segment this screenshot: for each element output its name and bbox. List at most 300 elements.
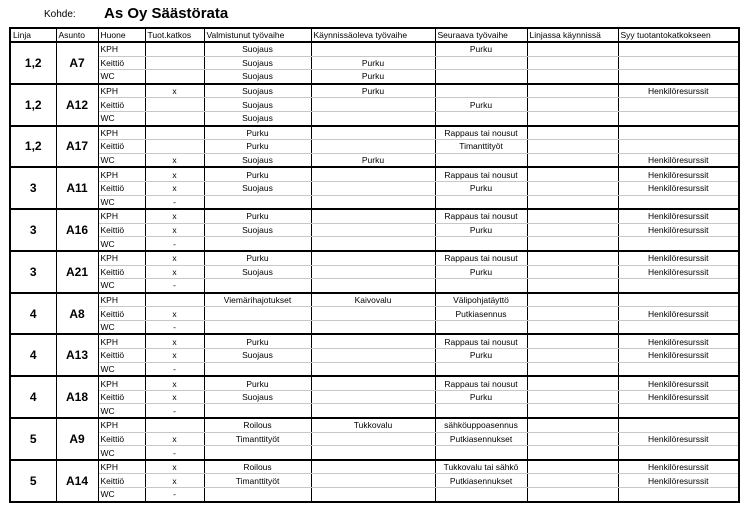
col-header: Syy tuotantokatkokseen [618, 28, 739, 42]
table-row [10, 56, 739, 70]
linja-cell: 1,2 [10, 84, 56, 126]
linjassa-cell [527, 390, 618, 404]
linjassa-cell [527, 84, 618, 98]
valmistunut-cell [204, 307, 311, 321]
table-row [10, 237, 739, 251]
tuotkatkos-cell: - [145, 195, 204, 209]
tuotkatkos-cell: x [145, 460, 204, 474]
huone-cell: WC [98, 70, 145, 84]
huone-cell: WC [98, 446, 145, 460]
table-row [10, 167, 739, 181]
valmistunut-cell: Purku [204, 126, 311, 140]
linjassa-cell [527, 195, 618, 209]
huone-cell: KPH [98, 251, 145, 265]
seuraava-cell [435, 404, 527, 418]
tuotkatkos-cell: x [145, 251, 204, 265]
seuraava-cell: Purku [435, 42, 527, 56]
kaynnissa-cell [311, 98, 435, 112]
syy-cell: Henkilöresurssit [618, 84, 739, 98]
syy-cell [618, 42, 739, 56]
asunto-cell: A14 [56, 460, 98, 502]
linjassa-cell [527, 42, 618, 56]
table-row [10, 84, 739, 98]
linja-cell: 3 [10, 167, 56, 209]
tuotkatkos-cell: x [145, 265, 204, 279]
seuraava-cell: Rappaus tai nousut [435, 167, 527, 181]
syy-cell [618, 293, 739, 307]
syy-cell [618, 237, 739, 251]
kaynnissa-cell [311, 432, 435, 446]
kaynnissa-cell [311, 167, 435, 181]
huone-cell: WC [98, 195, 145, 209]
seuraava-cell: Rappaus tai nousut [435, 376, 527, 390]
kaynnissa-cell [311, 404, 435, 418]
linjassa-cell [527, 418, 618, 432]
asunto-cell: A17 [56, 126, 98, 168]
kaynnissa-cell [311, 376, 435, 390]
linjassa-cell [527, 70, 618, 84]
linjassa-cell [527, 376, 618, 390]
huone-cell: Keittiö [98, 98, 145, 112]
huone-cell: WC [98, 153, 145, 167]
tuotkatkos-cell [145, 111, 204, 125]
huone-cell: KPH [98, 418, 145, 432]
tuotkatkos-cell: x [145, 209, 204, 223]
table-row [10, 279, 739, 293]
linjassa-cell [527, 349, 618, 363]
asunto-cell: A8 [56, 293, 98, 335]
linjassa-cell [527, 153, 618, 167]
linja-cell: 4 [10, 376, 56, 418]
tuotkatkos-cell: - [145, 320, 204, 334]
kaynnissa-cell [311, 390, 435, 404]
seuraava-cell: Rappaus tai nousut [435, 209, 527, 223]
kaynnissa-cell [311, 320, 435, 334]
linjassa-cell [527, 362, 618, 376]
valmistunut-cell [204, 279, 311, 293]
tuotkatkos-cell: x [145, 181, 204, 195]
kaynnissa-cell [311, 446, 435, 460]
kaynnissa-cell [311, 488, 435, 502]
col-header: Linjassa käynnissä [527, 28, 618, 42]
seuraava-cell: Rappaus tai nousut [435, 126, 527, 140]
linjassa-cell [527, 432, 618, 446]
kaynnissa-cell [311, 307, 435, 321]
table-row [10, 70, 739, 84]
asunto-cell: A18 [56, 376, 98, 418]
linjassa-cell [527, 98, 618, 112]
syy-cell: Henkilöresurssit [618, 223, 739, 237]
valmistunut-cell: Timanttityöt [204, 474, 311, 488]
table-row [10, 251, 739, 265]
col-header: Huone [98, 28, 145, 42]
tuotkatkos-cell: x [145, 474, 204, 488]
huone-cell: WC [98, 488, 145, 502]
seuraava-cell: Putkiasennukset [435, 432, 527, 446]
valmistunut-cell: Suojaus [204, 223, 311, 237]
huone-cell: Keittiö [98, 265, 145, 279]
tuotkatkos-cell [145, 140, 204, 154]
tuotkatkos-cell: x [145, 167, 204, 181]
linjassa-cell [527, 307, 618, 321]
valmistunut-cell [204, 446, 311, 460]
table-row [10, 98, 739, 112]
huone-cell: Keittiö [98, 307, 145, 321]
huone-cell: WC [98, 320, 145, 334]
tuotkatkos-cell: - [145, 404, 204, 418]
huone-cell: KPH [98, 209, 145, 223]
seuraava-cell: Rappaus tai nousut [435, 334, 527, 348]
tuotkatkos-cell [145, 70, 204, 84]
header-row [10, 28, 739, 42]
kaynnissa-cell [311, 140, 435, 154]
linja-cell: 5 [10, 460, 56, 502]
tuotkatkos-cell: x [145, 376, 204, 390]
huone-cell: WC [98, 279, 145, 293]
valmistunut-cell: Suojaus [204, 70, 311, 84]
table-row [10, 126, 739, 140]
table-row [10, 195, 739, 209]
tuotkatkos-cell: - [145, 237, 204, 251]
syy-cell: Henkilöresurssit [618, 265, 739, 279]
seuraava-cell: Purku [435, 181, 527, 195]
huone-cell: WC [98, 362, 145, 376]
seuraava-cell: Purku [435, 98, 527, 112]
kaynnissa-cell [311, 362, 435, 376]
table-row [10, 376, 739, 390]
valmistunut-cell: Suojaus [204, 84, 311, 98]
valmistunut-cell [204, 195, 311, 209]
tuotkatkos-cell [145, 98, 204, 112]
syy-cell: Henkilöresurssit [618, 334, 739, 348]
valmistunut-cell: Roilous [204, 418, 311, 432]
linjassa-cell [527, 320, 618, 334]
valmistunut-cell: Purku [204, 376, 311, 390]
table-row [10, 404, 739, 418]
table-row [10, 418, 739, 432]
table-row [10, 42, 739, 56]
linjassa-cell [527, 279, 618, 293]
table-row [10, 334, 739, 348]
tuotkatkos-cell [145, 56, 204, 70]
huone-cell: KPH [98, 167, 145, 181]
seuraava-cell [435, 84, 527, 98]
linjassa-cell [527, 56, 618, 70]
asunto-cell: A13 [56, 334, 98, 376]
table-body [10, 42, 739, 502]
table-row [10, 209, 739, 223]
kaynnissa-cell [311, 265, 435, 279]
syy-cell: Henkilöresurssit [618, 432, 739, 446]
kaynnissa-cell [311, 251, 435, 265]
table-row [10, 307, 739, 321]
valmistunut-cell: Purku [204, 140, 311, 154]
huone-cell: Keittiö [98, 223, 145, 237]
tuotkatkos-cell: x [145, 390, 204, 404]
huone-cell: KPH [98, 42, 145, 56]
tuotkatkos-cell: - [145, 362, 204, 376]
linjassa-cell [527, 251, 618, 265]
kaynnissa-cell [311, 209, 435, 223]
seuraava-cell: Putkiasennus [435, 307, 527, 321]
syy-cell: Henkilöresurssit [618, 390, 739, 404]
kaynnissa-cell [311, 111, 435, 125]
valmistunut-cell: Suojaus [204, 390, 311, 404]
valmistunut-cell: Suojaus [204, 42, 311, 56]
seuraava-cell [435, 111, 527, 125]
valmistunut-cell: Suojaus [204, 56, 311, 70]
syy-cell [618, 320, 739, 334]
syy-cell [618, 98, 739, 112]
kaynnissa-cell [311, 181, 435, 195]
linjassa-cell [527, 334, 618, 348]
kaynnissa-cell [311, 223, 435, 237]
syy-cell [618, 195, 739, 209]
valmistunut-cell [204, 362, 311, 376]
linja-cell: 3 [10, 209, 56, 251]
linjassa-cell [527, 140, 618, 154]
kohde-value: As Oy Säästörata [104, 5, 229, 22]
valmistunut-cell: Suojaus [204, 349, 311, 363]
syy-cell [618, 126, 739, 140]
table-row [10, 390, 739, 404]
linjassa-cell [527, 265, 618, 279]
col-header: Asunto [56, 28, 98, 42]
seuraava-cell: Rappaus tai nousut [435, 251, 527, 265]
syy-cell [618, 488, 739, 502]
linjassa-cell [527, 237, 618, 251]
table-row [10, 153, 739, 167]
kaynnissa-cell [311, 460, 435, 474]
linjassa-cell [527, 209, 618, 223]
linjassa-cell [527, 293, 618, 307]
huone-cell: Keittiö [98, 432, 145, 446]
huone-cell: WC [98, 404, 145, 418]
seuraava-cell: sähköuppoasennus [435, 418, 527, 432]
huone-cell: Keittiö [98, 474, 145, 488]
seuraava-cell: Purku [435, 265, 527, 279]
col-header: Käynnissäoleva työvaihe [311, 28, 435, 42]
kaynnissa-cell: Tukkovalu [311, 418, 435, 432]
seuraava-cell: Purku [435, 390, 527, 404]
linjassa-cell [527, 460, 618, 474]
valmistunut-cell: Purku [204, 167, 311, 181]
tuotkatkos-cell [145, 126, 204, 140]
valmistunut-cell [204, 488, 311, 502]
table-row [10, 181, 739, 195]
table-row [10, 140, 739, 154]
linjassa-cell [527, 126, 618, 140]
tuotkatkos-cell [145, 42, 204, 56]
asunto-cell: A11 [56, 167, 98, 209]
seuraava-cell [435, 237, 527, 251]
seuraava-cell [435, 320, 527, 334]
huone-cell: Keittiö [98, 349, 145, 363]
seuraava-cell: Purku [435, 223, 527, 237]
linja-cell: 4 [10, 334, 56, 376]
huone-cell: Keittiö [98, 181, 145, 195]
seuraava-cell [435, 70, 527, 84]
kaynnissa-cell [311, 474, 435, 488]
huone-cell: KPH [98, 460, 145, 474]
col-header: Valmistunut työvaihe [204, 28, 311, 42]
huone-cell: KPH [98, 84, 145, 98]
seuraava-cell: Purku [435, 349, 527, 363]
asunto-cell: A16 [56, 209, 98, 251]
syy-cell [618, 111, 739, 125]
document-header [0, 0, 746, 27]
linja-cell: 1,2 [10, 126, 56, 168]
linjassa-cell [527, 488, 618, 502]
kaynnissa-cell: Purku [311, 56, 435, 70]
huone-cell: KPH [98, 293, 145, 307]
linjassa-cell [527, 446, 618, 460]
table-row [10, 293, 739, 307]
table-row [10, 474, 739, 488]
huone-cell: Keittiö [98, 56, 145, 70]
seuraava-cell: Putkiasennukset [435, 474, 527, 488]
seuraava-cell: Välipohjatäyttö [435, 293, 527, 307]
syy-cell: Henkilöresurssit [618, 460, 739, 474]
tuotkatkos-cell: x [145, 223, 204, 237]
kaynnissa-cell: Purku [311, 84, 435, 98]
kohde-label: Kohde: [44, 9, 76, 20]
table-row [10, 446, 739, 460]
huone-cell: WC [98, 111, 145, 125]
table-row [10, 362, 739, 376]
linjassa-cell [527, 404, 618, 418]
kaynnissa-cell [311, 349, 435, 363]
seuraava-cell [435, 488, 527, 502]
syy-cell [618, 362, 739, 376]
valmistunut-cell: Purku [204, 251, 311, 265]
tuotkatkos-cell [145, 293, 204, 307]
valmistunut-cell: Timanttityöt [204, 432, 311, 446]
tuotkatkos-cell: - [145, 446, 204, 460]
table-row [10, 223, 739, 237]
kaynnissa-cell [311, 279, 435, 293]
table-row [10, 488, 739, 502]
syy-cell [618, 140, 739, 154]
seuraava-cell [435, 56, 527, 70]
syy-cell: Henkilöresurssit [618, 307, 739, 321]
col-header: Tuot.katkos [145, 28, 204, 42]
seuraava-cell [435, 446, 527, 460]
linjassa-cell [527, 474, 618, 488]
kaynnissa-cell: Kaivovalu [311, 293, 435, 307]
tuotkatkos-cell: x [145, 334, 204, 348]
tuotkatkos-cell: x [145, 84, 204, 98]
tuotkatkos-cell: - [145, 279, 204, 293]
syy-cell: Henkilöresurssit [618, 349, 739, 363]
huone-cell: KPH [98, 334, 145, 348]
syy-cell: Henkilöresurssit [618, 474, 739, 488]
syy-cell [618, 56, 739, 70]
seuraava-cell: Timanttityöt [435, 140, 527, 154]
asunto-cell: A12 [56, 84, 98, 126]
linjassa-cell [527, 181, 618, 195]
linjassa-cell [527, 111, 618, 125]
valmistunut-cell: Viemärihajotukset [204, 293, 311, 307]
asunto-cell: A9 [56, 418, 98, 460]
valmistunut-cell: Suojaus [204, 153, 311, 167]
seuraava-cell [435, 153, 527, 167]
syy-cell [618, 70, 739, 84]
valmistunut-cell: Purku [204, 334, 311, 348]
seuraava-cell [435, 195, 527, 209]
syy-cell [618, 404, 739, 418]
syy-cell [618, 418, 739, 432]
valmistunut-cell: Suojaus [204, 265, 311, 279]
syy-cell [618, 279, 739, 293]
table-row [10, 349, 739, 363]
huone-cell: KPH [98, 126, 145, 140]
seuraava-cell [435, 362, 527, 376]
kaynnissa-cell [311, 237, 435, 251]
valmistunut-cell: Suojaus [204, 111, 311, 125]
kaynnissa-cell: Purku [311, 153, 435, 167]
syy-cell: Henkilöresurssit [618, 153, 739, 167]
valmistunut-cell [204, 320, 311, 334]
valmistunut-cell [204, 404, 311, 418]
table-row [10, 111, 739, 125]
tuotkatkos-cell: x [145, 153, 204, 167]
tuotkatkos-cell: x [145, 349, 204, 363]
tuotkatkos-cell [145, 418, 204, 432]
linja-cell: 3 [10, 251, 56, 293]
table-row [10, 265, 739, 279]
tuotkatkos-cell: x [145, 307, 204, 321]
tuotkatkos-cell: x [145, 432, 204, 446]
table-row [10, 460, 739, 474]
table-row [10, 320, 739, 334]
kaynnissa-cell [311, 195, 435, 209]
syy-cell: Henkilöresurssit [618, 167, 739, 181]
valmistunut-cell: Suojaus [204, 98, 311, 112]
linjassa-cell [527, 223, 618, 237]
linja-cell: 5 [10, 418, 56, 460]
huone-cell: KPH [98, 376, 145, 390]
valmistunut-cell: Suojaus [204, 181, 311, 195]
linjassa-cell [527, 167, 618, 181]
col-header: Linja [10, 28, 56, 42]
tuotkatkos-cell: - [145, 488, 204, 502]
kaynnissa-cell [311, 126, 435, 140]
valmistunut-cell [204, 237, 311, 251]
syy-cell [618, 446, 739, 460]
linja-cell: 4 [10, 293, 56, 335]
syy-cell: Henkilöresurssit [618, 251, 739, 265]
linja-cell: 1,2 [10, 42, 56, 84]
progress-table [9, 27, 740, 503]
syy-cell: Henkilöresurssit [618, 209, 739, 223]
huone-cell: Keittiö [98, 140, 145, 154]
valmistunut-cell: Roilous [204, 460, 311, 474]
kaynnissa-cell: Purku [311, 70, 435, 84]
seuraava-cell [435, 279, 527, 293]
seuraava-cell: Tukkovalu tai sähkö [435, 460, 527, 474]
asunto-cell: A7 [56, 42, 98, 84]
syy-cell: Henkilöresurssit [618, 181, 739, 195]
table-row [10, 432, 739, 446]
huone-cell: Keittiö [98, 390, 145, 404]
kaynnissa-cell [311, 42, 435, 56]
kaynnissa-cell [311, 334, 435, 348]
col-header: Seuraava työvaihe [435, 28, 527, 42]
huone-cell: WC [98, 237, 145, 251]
syy-cell: Henkilöresurssit [618, 376, 739, 390]
valmistunut-cell: Purku [204, 209, 311, 223]
